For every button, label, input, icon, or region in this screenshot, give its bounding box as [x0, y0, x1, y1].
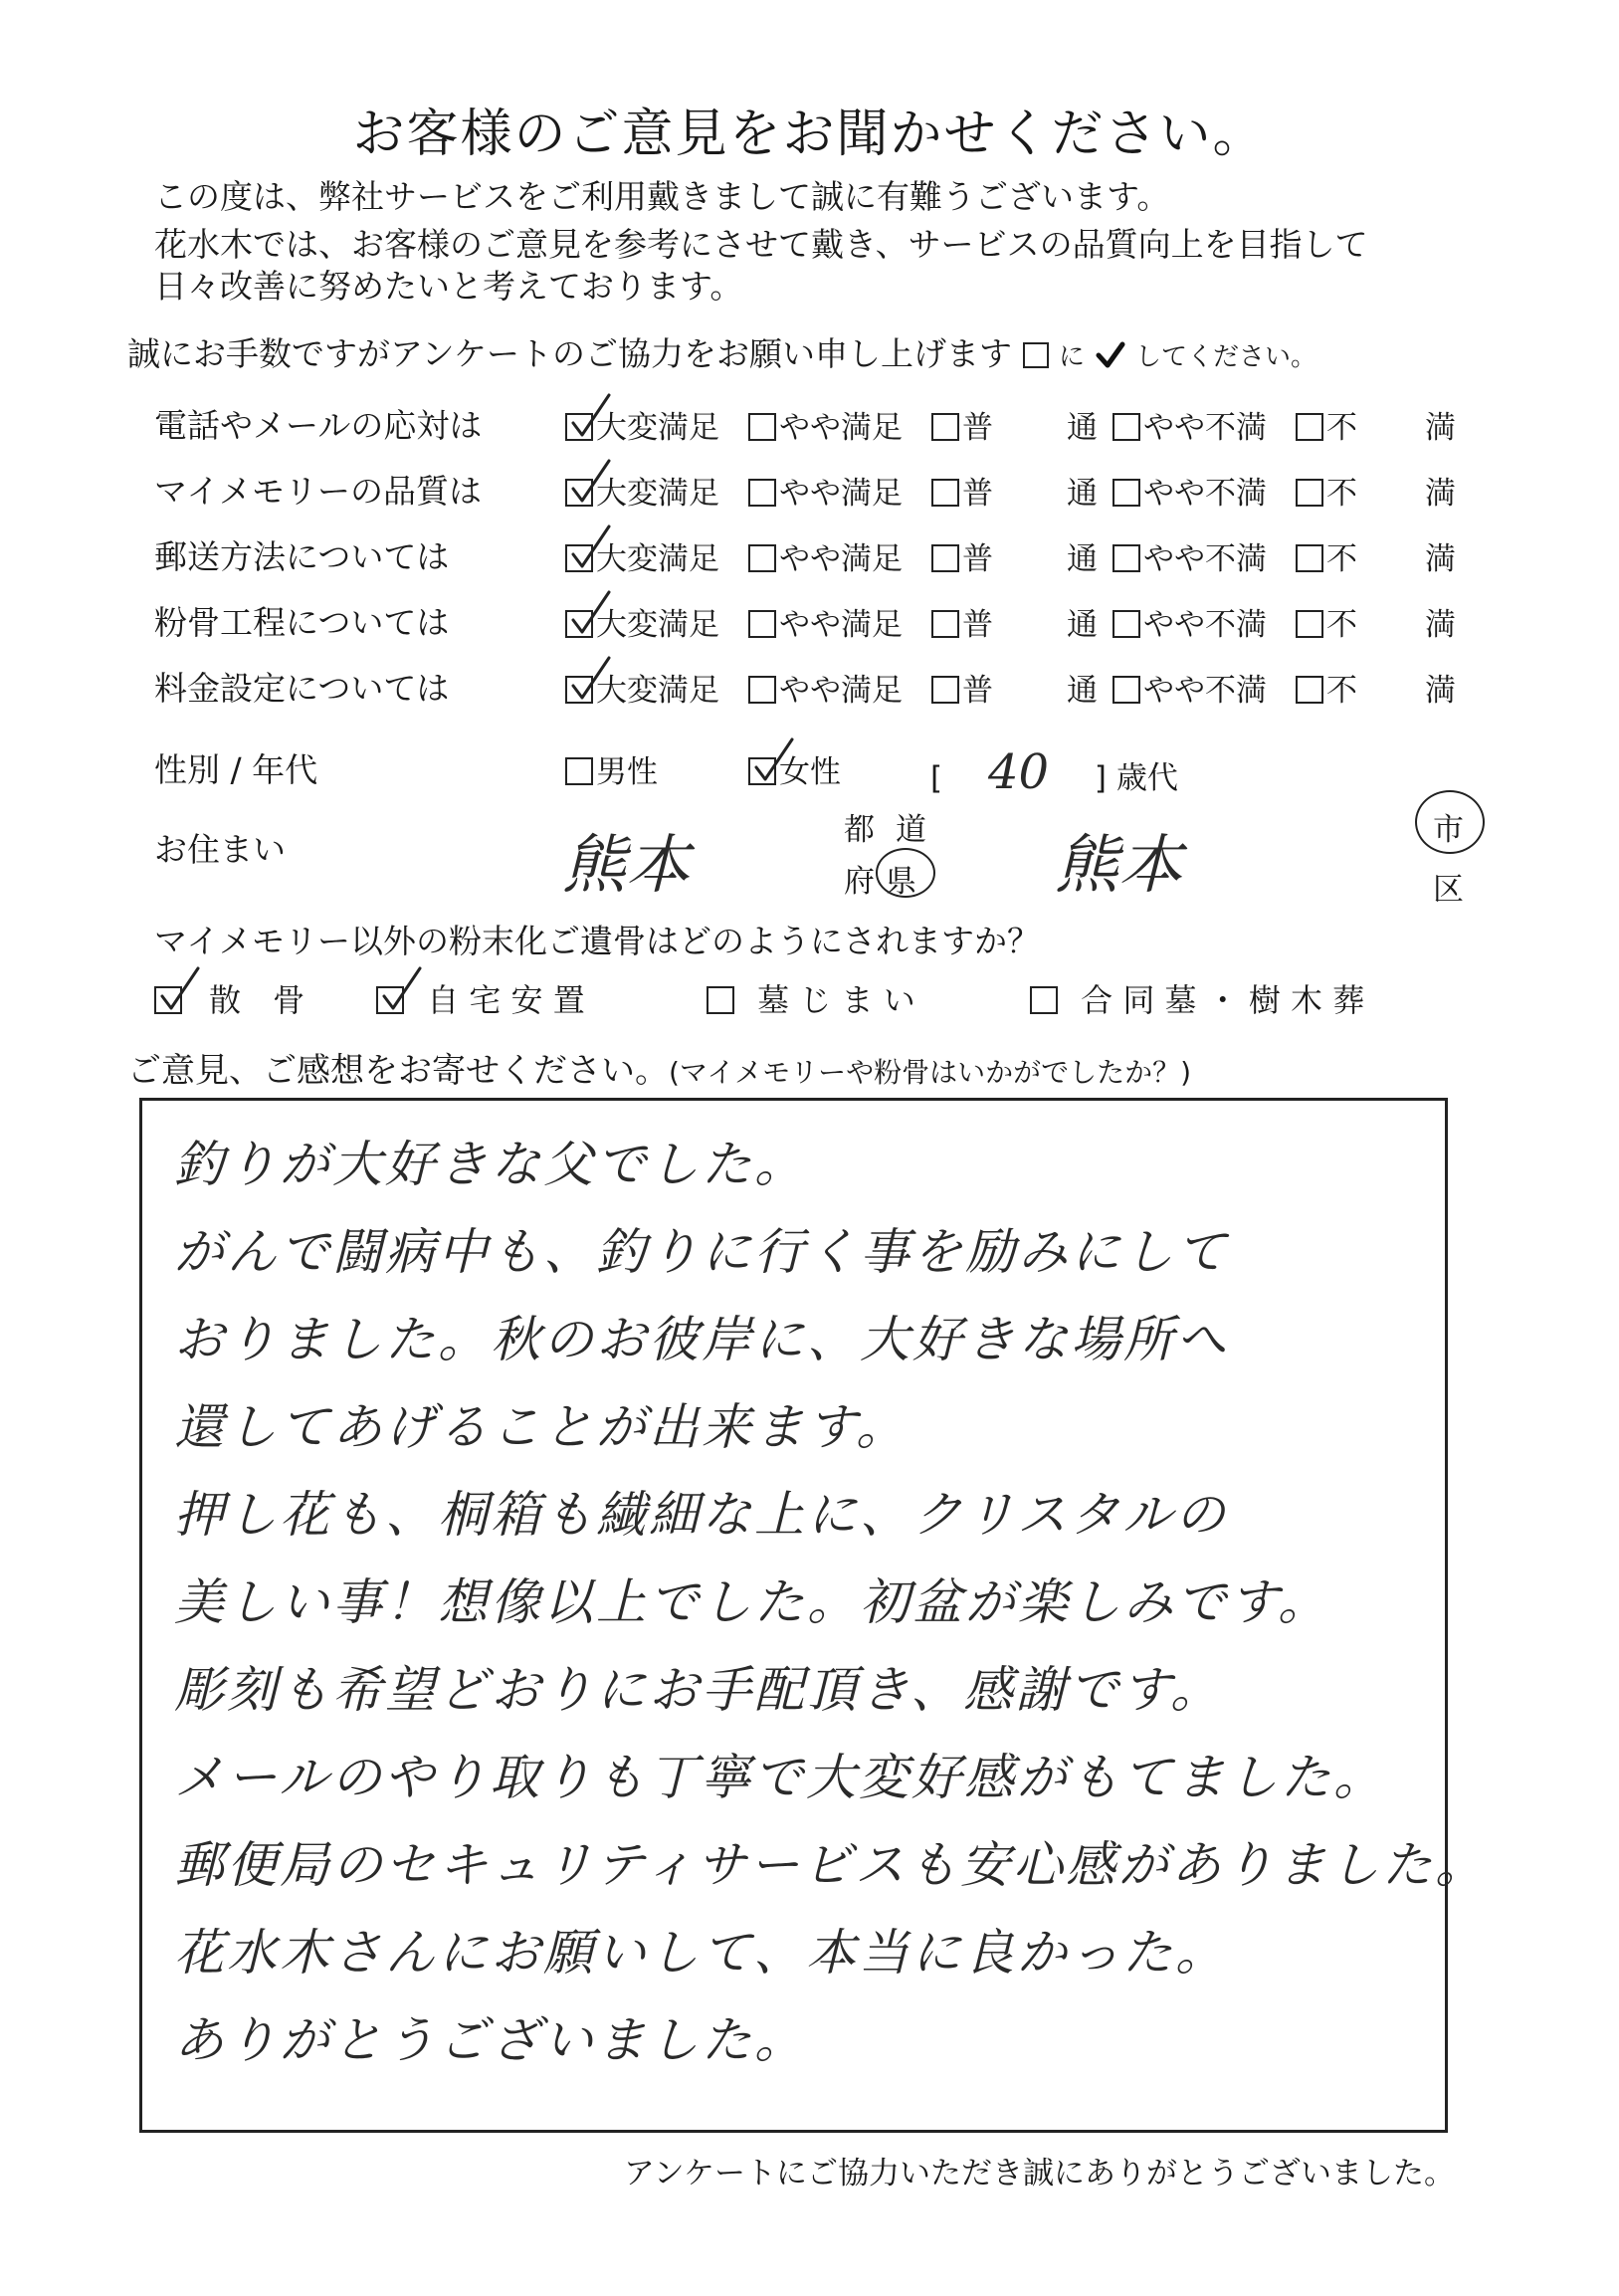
age-bracket-close: ] [1094, 760, 1108, 796]
checkmark-icon [569, 393, 613, 437]
survey-row-label: 料金設定については [154, 669, 450, 708]
survey-request [127, 328, 1316, 375]
survey-option-somewhat-dissatisfied[interactable] [1113, 468, 1267, 513]
survey-option-label: 満 [1425, 541, 1456, 577]
city-shi-label: 市 [1433, 812, 1464, 848]
gender-female-label: 女性 [779, 754, 841, 790]
survey-option-label: やや不満 [1143, 476, 1267, 512]
age-value: 40 [987, 744, 1050, 800]
survey-option-checkbox[interactable] [748, 610, 776, 638]
gender-male-checkbox[interactable] [565, 757, 593, 785]
checkmark-icon [569, 590, 613, 634]
survey-option-checkbox[interactable] [565, 676, 593, 704]
survey-option-label: 満 [1425, 476, 1456, 512]
survey-option-label: 満 [1425, 607, 1456, 643]
age-bracket-open: [ [930, 760, 943, 796]
survey-option-somewhat-dissatisfied[interactable] [1113, 599, 1267, 644]
comment-line: 郵便局のセキュリティサービスも安心感がありました。 [174, 1836, 1488, 1894]
page-title: お客様のご意見をお聞かせください。 [352, 104, 1267, 164]
survey-option-checkbox[interactable] [748, 479, 776, 507]
survey-option-checkbox[interactable] [931, 544, 959, 572]
survey-option-normal-1[interactable] [931, 599, 993, 644]
other-choice-grave-close-label: 墓 じ ま い [757, 981, 915, 1019]
survey-instruction-tail: してください。 [1135, 342, 1317, 372]
survey-option-dissatisfied-1[interactable] [1296, 599, 1357, 644]
survey-option-label: やや満足 [779, 607, 903, 643]
survey-option-label: 通 [1067, 673, 1098, 709]
footer-thanks: アンケートにご協力いただき誠にありがとうございました。 [623, 2156, 1455, 2192]
survey-option-label: 不 [1326, 607, 1357, 643]
survey-option-very-satisfied[interactable] [565, 599, 719, 644]
survey-option-label: 不 [1326, 541, 1357, 577]
other-choice-scatter[interactable] [154, 975, 304, 1021]
survey-option-checkbox[interactable] [565, 544, 593, 572]
survey-option-checkbox[interactable] [1113, 479, 1140, 507]
pref-to-label: 都 [844, 812, 875, 848]
survey-option-somewhat-satisfied[interactable] [748, 468, 903, 513]
gender-female-option[interactable] [748, 746, 841, 791]
other-choice-scatter-checkbox[interactable] [154, 986, 182, 1014]
checkmark-icon [569, 524, 613, 568]
survey-option-checkbox[interactable] [931, 610, 959, 638]
survey-option-checkbox[interactable] [1296, 676, 1323, 704]
checkmark-icon [752, 737, 796, 781]
checkbox-sample-icon [1023, 342, 1049, 368]
survey-row-label: マイメモリーの品質は [154, 472, 483, 511]
comment-line: 彫刻も希望どおりにお手配頂き、感謝です。 [174, 1661, 1223, 1719]
survey-option-label: 普 [962, 476, 993, 512]
checkmark-icon [569, 656, 613, 700]
other-choice-home-label: 自 宅 安 置 [427, 981, 585, 1019]
other-choice-grave-close[interactable] [707, 975, 915, 1021]
survey-option-very-satisfied[interactable] [565, 468, 719, 513]
other-usage-question: マイメモリー以外の粉末化ご遺骨はどのようにされますか？ [154, 922, 1041, 960]
survey-option-checkbox[interactable] [1113, 676, 1140, 704]
survey-option-normal-2 [1067, 599, 1098, 644]
survey-option-checkbox[interactable] [1296, 413, 1323, 441]
comment-line: 花水木さんにお願いして、本当に良かった。 [174, 1924, 1228, 1982]
intro-line-3: 日々改善に努めたいと考えております。 [154, 267, 743, 306]
survey-option-checkbox[interactable] [565, 610, 593, 638]
intro-line-1: この度は、弊社サービスをご利用戴きまして誠に有難うございます。 [154, 177, 1170, 216]
survey-option-label: 通 [1067, 410, 1098, 446]
survey-option-label: 通 [1067, 541, 1098, 577]
survey-option-checkbox[interactable] [931, 676, 959, 704]
survey-option-label: 大変満足 [596, 476, 719, 512]
survey-option-checkbox[interactable] [1113, 610, 1140, 638]
survey-option-label: やや不満 [1143, 541, 1267, 577]
comment-line: ありがとうございました。 [174, 2011, 807, 2069]
other-choice-joint-grave-checkbox[interactable] [1030, 986, 1058, 1014]
comment-line: 還してあげることが出来ます。 [174, 1398, 909, 1456]
survey-option-dissatisfied-1[interactable] [1296, 665, 1357, 710]
survey-row-label: 電話やメールの応対は [154, 406, 483, 445]
survey-option-somewhat-dissatisfied[interactable] [1113, 665, 1267, 710]
survey-option-somewhat-dissatisfied[interactable] [1113, 533, 1267, 578]
survey-option-checkbox[interactable] [565, 413, 593, 441]
residence-label: お住まい [154, 830, 286, 869]
checkmark-icon [158, 966, 202, 1010]
survey-option-checkbox[interactable] [1113, 544, 1140, 572]
survey-option-dissatisfied-1[interactable] [1296, 533, 1357, 578]
survey-option-checkbox[interactable] [1296, 544, 1323, 572]
survey-option-checkbox[interactable] [1296, 610, 1323, 638]
survey-request-text: 誠にお手数ですがアンケートのご協力をお願い申し上げます [127, 334, 1013, 373]
survey-option-normal-2 [1067, 468, 1098, 513]
gender-female-checkbox[interactable] [748, 757, 776, 785]
other-choice-home-checkbox[interactable] [376, 986, 404, 1014]
survey-option-somewhat-satisfied[interactable] [748, 665, 903, 710]
survey-option-label: 不 [1326, 410, 1357, 446]
survey-option-label: 通 [1067, 607, 1098, 643]
survey-option-label: 大変満足 [596, 673, 719, 709]
comment-line: メールのやり取りも丁寧で大変好感がもてました。 [174, 1749, 1386, 1806]
survey-instruction-ni: に [1059, 342, 1086, 372]
pref-do-label: 道 [896, 812, 926, 848]
survey-option-normal-1[interactable] [931, 468, 993, 513]
comment-line: 美しい事！想像以上でした。初盆が楽しみです。 [174, 1573, 1330, 1631]
pref-ken-label: 県 [886, 864, 916, 900]
survey-option-label: やや不満 [1143, 673, 1267, 709]
checkmark-icon [1096, 341, 1125, 369]
survey-option-normal-1[interactable] [931, 402, 993, 447]
survey-option-label: やや満足 [779, 673, 903, 709]
other-choice-joint-grave[interactable] [1030, 975, 1364, 1021]
survey-option-normal-2 [1067, 665, 1098, 710]
survey-option-dissatisfied-2 [1425, 402, 1456, 447]
survey-option-dissatisfied-2 [1425, 468, 1456, 513]
survey-option-label: 普 [962, 410, 993, 446]
survey-option-label: やや不満 [1143, 607, 1267, 643]
survey-option-label: 満 [1425, 410, 1456, 446]
other-choice-joint-grave-label: 合 同 墓 ・ 樹 木 葬 [1081, 981, 1365, 1019]
survey-option-normal-1[interactable] [931, 533, 993, 578]
survey-row-label: 粉骨工程については [154, 603, 450, 642]
survey-option-label: 普 [962, 541, 993, 577]
survey-option-checkbox[interactable] [931, 479, 959, 507]
survey-option-label: やや満足 [779, 410, 903, 446]
intro-line-2: 花水木では、お客様のご意見を参考にさせて戴き、サービスの品質向上を目指して [154, 225, 1368, 264]
pref-fu-label: 府 [844, 864, 875, 900]
survey-option-dissatisfied-1[interactable] [1296, 402, 1357, 447]
survey-option-checkbox[interactable] [931, 413, 959, 441]
survey-option-dissatisfied-2 [1425, 599, 1456, 644]
other-choice-grave-close-checkbox[interactable] [707, 986, 734, 1014]
survey-option-checkbox[interactable] [1296, 479, 1323, 507]
age-suffix: 歳代 [1115, 760, 1178, 796]
survey-option-label: やや不満 [1143, 410, 1267, 446]
comment-line: 釣りが大好きな父でした。 [174, 1136, 807, 1193]
survey-option-somewhat-dissatisfied[interactable] [1113, 402, 1267, 447]
comments-heading-text: ご意見、ご感想をお寄せください。 [127, 1051, 669, 1091]
gender-age-label: 性別 / 年代 [154, 750, 318, 789]
other-choice-home[interactable] [376, 975, 585, 1021]
survey-option-dissatisfied-2 [1425, 665, 1456, 710]
comments-heading [127, 1043, 1191, 1092]
other-choice-scatter-label: 散 骨 [209, 981, 305, 1019]
survey-option-label: 通 [1067, 476, 1098, 512]
comment-line: おりました。秋のお彼岸に、大好きな場所へ [174, 1311, 1229, 1368]
checkmark-icon [569, 459, 613, 503]
survey-option-label: 普 [962, 673, 993, 709]
survey-option-label: 普 [962, 607, 993, 643]
survey-option-checkbox[interactable] [748, 413, 776, 441]
survey-row-label: 郵送方法については [154, 537, 450, 576]
survey-option-checkbox[interactable] [748, 544, 776, 572]
survey-option-label: 不 [1326, 476, 1357, 512]
survey-option-label: やや満足 [779, 541, 903, 577]
comments-heading-note: (マイメモリーや粉骨はいかがでしたか？) [669, 1056, 1192, 1089]
survey-option-very-satisfied[interactable] [565, 665, 719, 710]
survey-option-label: 大変満足 [596, 541, 719, 577]
survey-option-dissatisfied-1[interactable] [1296, 468, 1357, 513]
comment-line: 押し花も、桐箱も繊細な上に、クリスタルの [174, 1486, 1228, 1544]
survey-option-checkbox[interactable] [1113, 413, 1140, 441]
age-field[interactable] [930, 744, 1178, 800]
survey-option-label: 大変満足 [596, 410, 719, 446]
survey-option-checkbox[interactable] [748, 676, 776, 704]
survey-option-label: 満 [1425, 673, 1456, 709]
survey-option-normal-2 [1067, 402, 1098, 447]
survey-option-somewhat-satisfied[interactable] [748, 599, 903, 644]
city-shi-circle [1415, 790, 1485, 854]
prefecture-value: 熊本 [562, 829, 690, 903]
survey-option-label: やや満足 [779, 476, 903, 512]
survey-option-very-satisfied[interactable] [565, 533, 719, 578]
survey-option-label: 不 [1326, 673, 1357, 709]
survey-option-normal-1[interactable] [931, 665, 993, 710]
survey-option-somewhat-satisfied[interactable] [748, 533, 903, 578]
survey-option-normal-2 [1067, 533, 1098, 578]
survey-option-somewhat-satisfied[interactable] [748, 402, 903, 447]
survey-option-label: 大変満足 [596, 607, 719, 643]
survey-option-checkbox[interactable] [565, 479, 593, 507]
checkmark-icon [380, 966, 424, 1010]
gender-male-option[interactable] [565, 746, 658, 791]
survey-option-dissatisfied-2 [1425, 533, 1456, 578]
comment-line: がんで闘病中も、釣りに行く事を励みにして [174, 1223, 1229, 1281]
pref-ken-circle [876, 848, 935, 898]
survey-option-very-satisfied[interactable] [565, 402, 719, 447]
city-value: 熊本 [1055, 829, 1182, 903]
city-ku-label: 区 [1433, 872, 1464, 908]
gender-male-label: 男性 [596, 754, 658, 790]
